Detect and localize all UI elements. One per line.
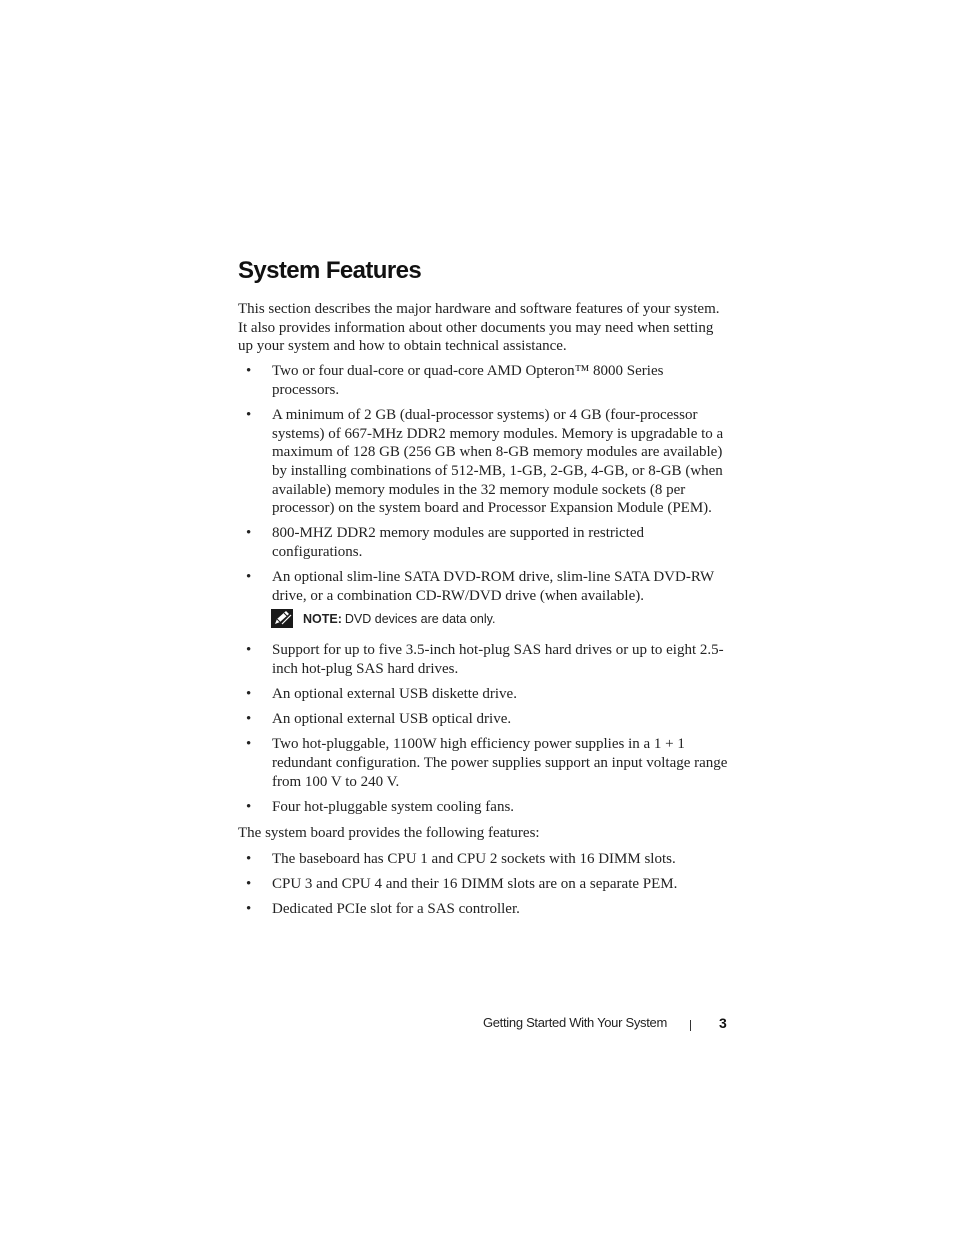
list-item bbox=[238, 875, 730, 894]
list-item-text: An optional external USB diskette drive. bbox=[272, 686, 517, 703]
list-item-text: Two or four dual-core or quad-core AMD Opteron™ 8000 Series processors. bbox=[272, 363, 664, 398]
list-item-text: An optional slim-line SATA DVD-ROM drive, slim-line SATA DVD-RW drive, or a combination CD-RW/DVD drive (when available). bbox=[272, 569, 714, 604]
list-item-text: CPU 3 and CPU 4 and their 16 DIMM slots are on a separate PEM. bbox=[272, 875, 678, 892]
list-item bbox=[238, 641, 730, 678]
feature-list-continued bbox=[238, 641, 730, 816]
list-item bbox=[238, 850, 730, 869]
board-intro: The system board provides the following features: bbox=[238, 825, 540, 842]
bullet-icon: • bbox=[246, 406, 252, 423]
note-text-wrap bbox=[303, 612, 495, 626]
list-item bbox=[238, 735, 730, 791]
note-callout bbox=[238, 609, 730, 633]
bullet-icon: • bbox=[246, 642, 252, 659]
board-feature-list bbox=[238, 850, 730, 919]
list-item-text: A minimum of 2 GB (dual-processor systems) or 4 GB (four-processor systems) of 667-MHz DDR2 memory modules. Memory is upgradable to a maximum of 128 GB (256 GB when 8-GB memory modules are available) by installing combinations of 512-MB, 1-GB, 2-GB, 4-GB, or 8-GB (when available) memory modules in the 32 memory module sockets (8 per processor) on the system board and Processor Expansion Module (PEM). bbox=[272, 406, 724, 517]
footer-title: Getting Started With Your System bbox=[482, 1015, 667, 1030]
list-item bbox=[238, 798, 730, 817]
list-item-text: Four hot-pluggable system cooling fans. bbox=[272, 798, 515, 815]
list-item bbox=[238, 524, 730, 561]
note-text: DVD devices are data only. bbox=[344, 612, 496, 627]
bullet-icon: • bbox=[246, 736, 252, 753]
page-footer bbox=[0, 1015, 954, 1035]
footer-divider bbox=[690, 1020, 691, 1031]
list-item-text: Support for up to five 3.5-inch hot-plug SAS hard drives or up to eight 2.5-inch hot-plug SAS hard drives. bbox=[272, 642, 724, 678]
list-item bbox=[238, 900, 730, 919]
bullet-icon: • bbox=[246, 798, 252, 815]
list-item-text: An optional external USB optical drive. bbox=[272, 711, 512, 728]
bullet-icon: • bbox=[246, 686, 252, 703]
bullet-icon: • bbox=[246, 711, 252, 728]
list-item bbox=[238, 362, 730, 399]
bullet-icon: • bbox=[246, 525, 252, 542]
feature-list bbox=[238, 362, 730, 605]
page-number: 3 bbox=[719, 1015, 727, 1031]
bullet-icon: • bbox=[246, 900, 252, 917]
list-item bbox=[238, 685, 730, 704]
bullet-icon: • bbox=[246, 363, 252, 380]
note-pencil-icon bbox=[271, 609, 293, 628]
bullet-icon: • bbox=[246, 850, 252, 867]
list-item bbox=[238, 406, 730, 518]
bullet-icon: • bbox=[246, 569, 252, 586]
list-item-text: The baseboard has CPU 1 and CPU 2 sockets with 16 DIMM slots. bbox=[272, 850, 676, 867]
section-intro: This section describes the major hardware and software features of your system. It also provides information about other documents you may need when setting up your system and how to obtain technical assistance. bbox=[238, 301, 720, 355]
list-item-text: 800-MHZ DDR2 memory modules are supported in restricted configurations. bbox=[272, 525, 645, 561]
list-item-text: Dedicated PCIe slot for a SAS controller. bbox=[272, 900, 520, 917]
section-title: System Features bbox=[238, 257, 422, 284]
list-item-text: Two hot-pluggable, 1100W high efficiency power supplies in a 1 + 1 redundant configuration. The power supplies support an input voltage range from 100 V to 240 V. bbox=[272, 736, 728, 790]
list-item bbox=[238, 710, 730, 729]
bullet-icon: • bbox=[246, 875, 252, 892]
note-label: NOTE: bbox=[303, 612, 342, 627]
page-content bbox=[238, 256, 730, 925]
list-item bbox=[238, 568, 730, 605]
